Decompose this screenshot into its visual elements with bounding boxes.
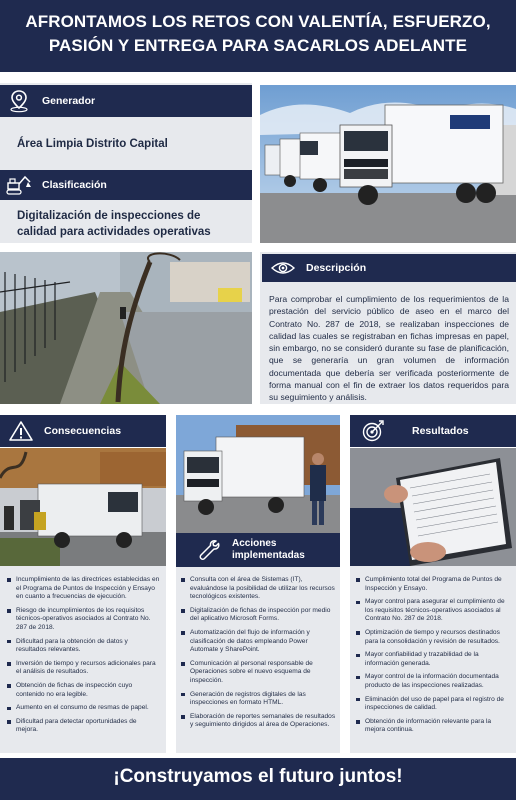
generador-header [0,85,252,117]
clasificacion-header [0,170,252,200]
list-item: Aumento en el consumo de resmas de papel. [7,704,160,713]
target-icon [356,418,390,444]
consecuencias-header [0,415,166,447]
wrench-icon [192,537,226,563]
generador-label: Generador [42,95,96,107]
acciones-label-line-2: implementadas [232,550,305,561]
resultados-label: Resultados [412,425,469,437]
clasificacion-line-2: calidad para actividades operativas [17,226,211,238]
descripcion-label: Descripción [306,262,367,274]
acciones-label-line-1: Acciones [232,538,277,549]
list-item: Cumplimiento total del Programa de Puntos de Inspección y Ensayo. [356,576,512,593]
acciones-label [232,538,305,562]
excavator-icon [2,172,36,198]
resultados-header [350,415,516,447]
list-item: Eliminación del uso de papel para el registro de inspecciones de calidad. [356,696,512,713]
warning-icon [4,418,38,444]
list-item: Incumplimiento de las directrices establecidas en el Programa de Puntos de Inspección y Ensayo en cuanto a frecuencias de ejecución. [7,576,160,602]
trucks-photo [260,85,516,243]
title-line-1: AFRONTAMOS LOS RETOS CON VALENTÍA, ESFUERZO, [25,12,491,31]
list-item: Mayor control para asegurar el cumplimiento de los requisitos técnicos-operativos asociados al Contrato No. 287 de 2018. [356,598,512,624]
clasificacion-label: Clasificación [42,179,107,191]
resultados-list [356,576,512,740]
clasificacion-value [17,208,247,240]
street-sweeper-photo [0,448,166,566]
list-item: Inversión de tiempo y recursos adicionales para el análisis de resultados. [7,660,160,677]
sidewalk-photo [0,252,252,404]
eye-icon [266,255,300,281]
descripcion-header [262,254,516,282]
consecuencias-list [7,576,160,740]
list-item: Obtención de fichas de inspección cuyo contenido no era legible. [7,682,160,699]
clipboard-photo [350,448,516,566]
list-item: Mayor confiabilidad y trazabilidad de la información generada. [356,651,512,668]
list-item: Mayor control de la información documentada producto de las inspecciones realizadas. [356,673,512,690]
list-item: Digitalización de fichas de inspección por medio del aplicativo Microsoft Forms. [181,607,337,624]
acciones-list [181,576,337,735]
list-item: Optimización de tiempo y recursos destinados para la consolidación y revisión de resultados. [356,629,512,646]
list-item: Dificultad para la obtención de datos y resultados relevantes. [7,638,160,655]
list-item: Automatización del flujo de información y clasificación de datos empleando Power Automate y SharePoint. [181,629,337,655]
list-item: Riesgo de incumplimientos de los requisitos técnicos-operativos asociados al Contrato No. 287 de 2018. [7,607,160,633]
descripcion-text: Para comprobar el cumplimiento de los requerimientos de la prestación del servicio público de aseo en el marco del Contrato No. 287 de 2018, se realizaban inspecciones de calidad las cuales se registraban en fichas impresas en papel, sin embargo, no se consideró durante su fase de planificación, que se generaría un gran volumen de información documentada que debería ser verificada posteriormente de forma manual con el fin de extraer los datos requeridos para su seguimiento y análisis. [269,294,509,403]
list-item: Elaboración de reportes semanales de resultados y seguimiento dirigidos al área de Operaciones. [181,713,337,730]
truck-worker-photo [176,415,340,533]
acciones-header [176,533,340,567]
title-line-2: PASIÓN Y ENTREGA PARA SACARLOS ADELANTE [48,36,468,55]
consecuencias-label: Consecuencias [44,425,122,437]
list-item: Comunicación al personal responsable de Operaciones sobre el nuevo esquema de inspección. [181,660,337,686]
clasificacion-line-1: Digitalización de inspecciones de [17,210,201,222]
list-item: Dificultad para detectar oportunidades de mejora. [7,718,160,735]
page-title [0,10,516,58]
footer-slogan: ¡Construyamos el futuro juntos! [0,758,516,800]
list-item: Consulta con el área de Sistemas (IT), evaluándose la posibilidad de utilizar los recursos tecnológicos existentes. [181,576,337,602]
list-item: Obtención de información relevante para la mejora continua. [356,718,512,735]
generador-value: Área Limpia Distrito Capital [17,138,168,150]
list-item: Generación de registros digitales de las inspecciones en formato HTML. [181,691,337,708]
location-pin-icon [2,88,36,114]
